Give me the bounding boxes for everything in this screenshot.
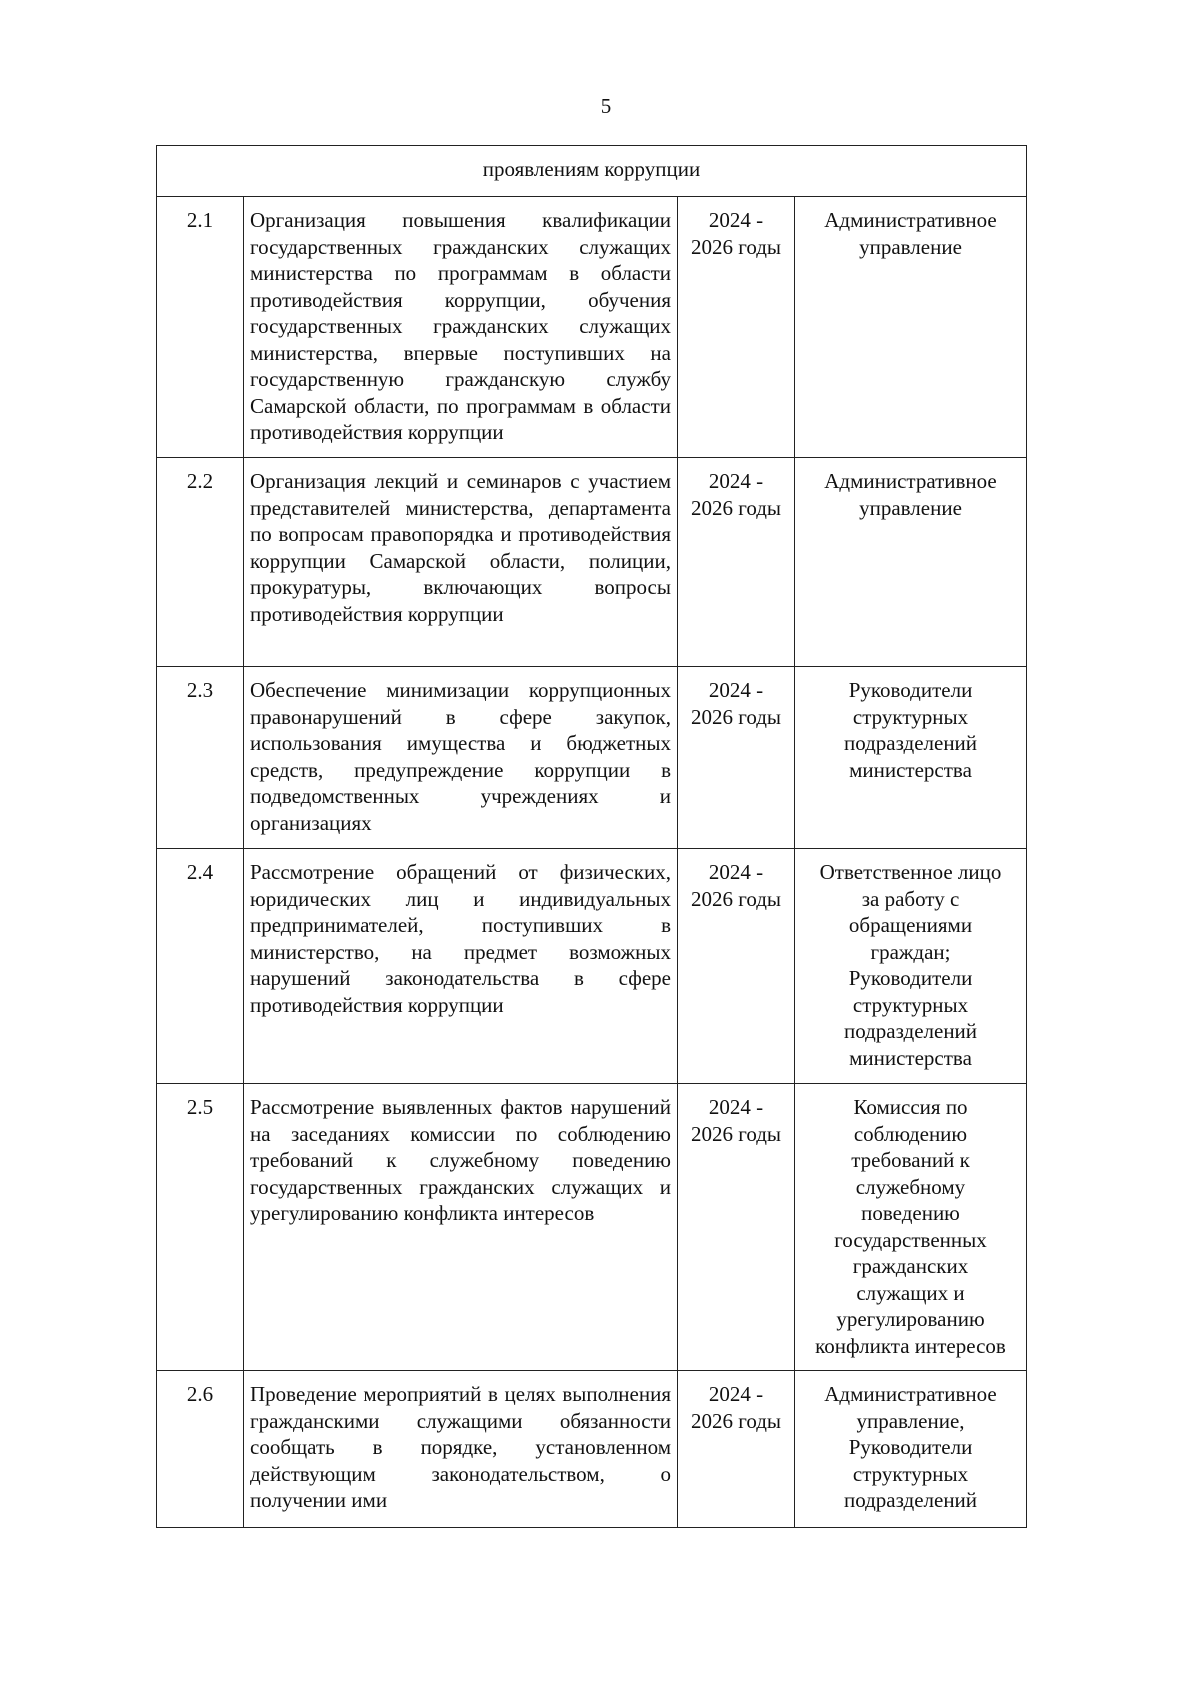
- responsible-text: Комиссия по соблюдению требований к служебному поведению государственных гражданских служащих и урегулированию конфликта интересов: [795, 1084, 1027, 1371]
- period-text: 2024 - 2026 годы: [678, 1084, 795, 1371]
- responsible-text: Руководители структурных подразделений министерства: [795, 667, 1027, 849]
- row-number: 2.3: [157, 667, 244, 849]
- activity-text: Проведение мероприятий в целях выполнения гражданскими служащими обязанности сообщать в порядке, установленном действующим законодательством, о получении ими: [244, 1371, 678, 1528]
- responsible-text: Административное управление, Руководители структурных подразделений: [795, 1371, 1027, 1528]
- anti-corruption-plan-table: [156, 145, 1027, 1528]
- row-number: 2.1: [157, 197, 244, 458]
- period-text: 2024 - 2026 годы: [678, 197, 795, 458]
- activity-text: Рассмотрение обращений от физических, юридических лиц и индивидуальных предпринимателей, поступивших в министерство, на предмет возможных нарушений законодательства в сфере противодействия коррупции: [244, 849, 678, 1084]
- activity-text: Организация повышения квалификации государственных гражданских служащих министерства по программам в области противодействия коррупции, обучения государственных гражданских служащих министерства, впервые поступивших на государственную гражданскую службу Самарской области, по программам в области противодействия коррупции: [244, 197, 678, 458]
- table-row: [157, 849, 1027, 1084]
- row-number: 2.6: [157, 1371, 244, 1528]
- table-row: [157, 1371, 1027, 1528]
- activity-text: Обеспечение минимизации коррупционных правонарушений в сфере закупок, использования имущества и бюджетных средств, предупреждение коррупции в подведомственных учреждениях и организациях: [244, 667, 678, 849]
- period-text: 2024 - 2026 годы: [678, 667, 795, 849]
- table-row: [157, 458, 1027, 667]
- period-text: 2024 - 2026 годы: [678, 1371, 795, 1528]
- period-text: 2024 - 2026 годы: [678, 849, 795, 1084]
- section-heading: проявлениям коррупции: [157, 146, 1027, 197]
- responsible-text: Ответственное лицо за работу с обращениями граждан; Руководители структурных подразделений министерства: [795, 849, 1027, 1084]
- row-number: 2.4: [157, 849, 244, 1084]
- period-text: 2024 - 2026 годы: [678, 458, 795, 667]
- responsible-text: Административное управление: [795, 458, 1027, 667]
- section-heading-row: [157, 146, 1027, 197]
- row-number: 2.5: [157, 1084, 244, 1371]
- row-number: 2.2: [157, 458, 244, 667]
- activity-text: Организация лекций и семинаров с участием представителей министерства, департамента по вопросам правопорядка и противодействия коррупции Самарской области, полиции, прокуратуры, включающих вопросы противодействия коррупции: [244, 458, 678, 667]
- activity-text: Рассмотрение выявленных фактов нарушений на заседаниях комиссии по соблюдению требований к служебному поведению государственных гражданских служащих и урегулированию конфликта интересов: [244, 1084, 678, 1371]
- table-row: [157, 667, 1027, 849]
- table-row: [157, 1084, 1027, 1371]
- responsible-text: Административное управление: [795, 197, 1027, 458]
- page-number: 5: [600, 94, 612, 118]
- table-row: [157, 197, 1027, 458]
